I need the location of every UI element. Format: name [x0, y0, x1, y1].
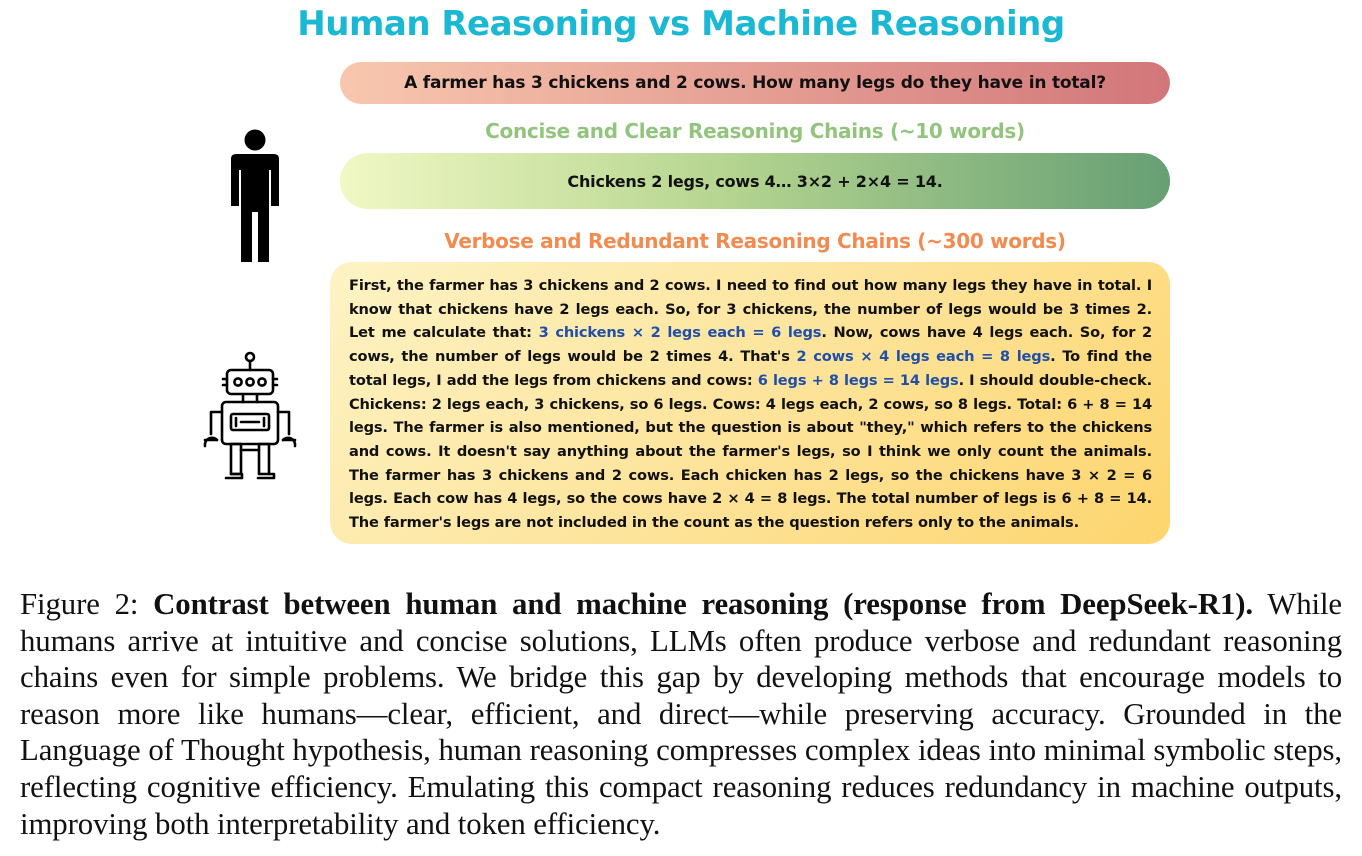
caption-label: Figure 2: [20, 587, 139, 621]
verbose-reasoning-box [330, 262, 1170, 544]
verbose-highlight: 2 cows × 4 legs each = 8 legs [796, 348, 1051, 366]
concise-heading: Concise and Clear Reasoning Chains (~10 words) [485, 119, 1025, 143]
question-banner: A farmer has 3 chickens and 2 cows. How many legs do they have in total? [340, 62, 1170, 104]
verbose-text: . I should double-check. Chickens: 2 legs each, 3 chickens, so 6 legs. Cows: 4 legs each, 2 cows, so 8 legs. Total: 6 + 8 = 14 legs. The farmer is also mentioned, but the question is about "they," which refers to the chickens and cows. It doesn't say anything about the farmer's legs, so I think we only count the animals. The farmer has 3 chickens and 2 cows. Each chicken has 2 legs, so the chickens have 3 × 2 = 6 legs. Each cow has 4 legs, so the cows have 2 × 4 = 8 legs. The total number of legs is 6 + 8 = 14. The farmer's legs are not included in the count as the question refers only to the animals. [349, 371, 1152, 532]
robot-icon [195, 350, 305, 482]
figure-caption [20, 586, 1342, 842]
verbose-text: . Now, cows have 4 legs each. So, for 2 cows, the number of legs would be 2 times 4. That's [349, 324, 1152, 366]
caption-body: While humans arrive at intuitive and concise solutions, LLMs often produce verbose and redundant reasoning chains even for simple problems. We bridge this gap by developing methods that encourage models to reason more like humans—clear, efficient, and direct—while preserving accuracy. Grounded in the Language of Thought hypothesis, human reasoning compresses complex ideas into minimal symbolic steps, reflecting cognitive efficiency. Emulating this compact reasoning reduces redundancy in machine outputs, improving both interpretability and token efficiency. [20, 587, 1342, 841]
verbose-text: . To find the total legs, I add the legs from chickens and cows: [349, 348, 1152, 389]
human-icon [222, 128, 286, 266]
caption-lead: Contrast between human and machine reasoning (response from DeepSeek-R1). [153, 587, 1254, 621]
concise-reasoning-banner: Chickens 2 legs, cows 4… 3×2 + 2×4 = 14. [340, 153, 1170, 209]
verbose-heading: Verbose and Redundant Reasoning Chains (~300 words) [444, 229, 1066, 253]
verbose-highlight: 3 chickens × 2 legs each = 6 legs [538, 324, 822, 342]
verbose-highlight: 6 legs + 8 legs = 14 legs [757, 371, 959, 389]
figure-title: Human Reasoning vs Machine Reasoning [297, 4, 1065, 44]
verbose-text: First, the farmer has 3 chickens and 2 cows. I need to find out how many legs they have in total. I know that chickens have 2 legs each. So, for 3 chickens, the number of legs would be 3 times 2. Let me calculate that: [349, 277, 1152, 342]
